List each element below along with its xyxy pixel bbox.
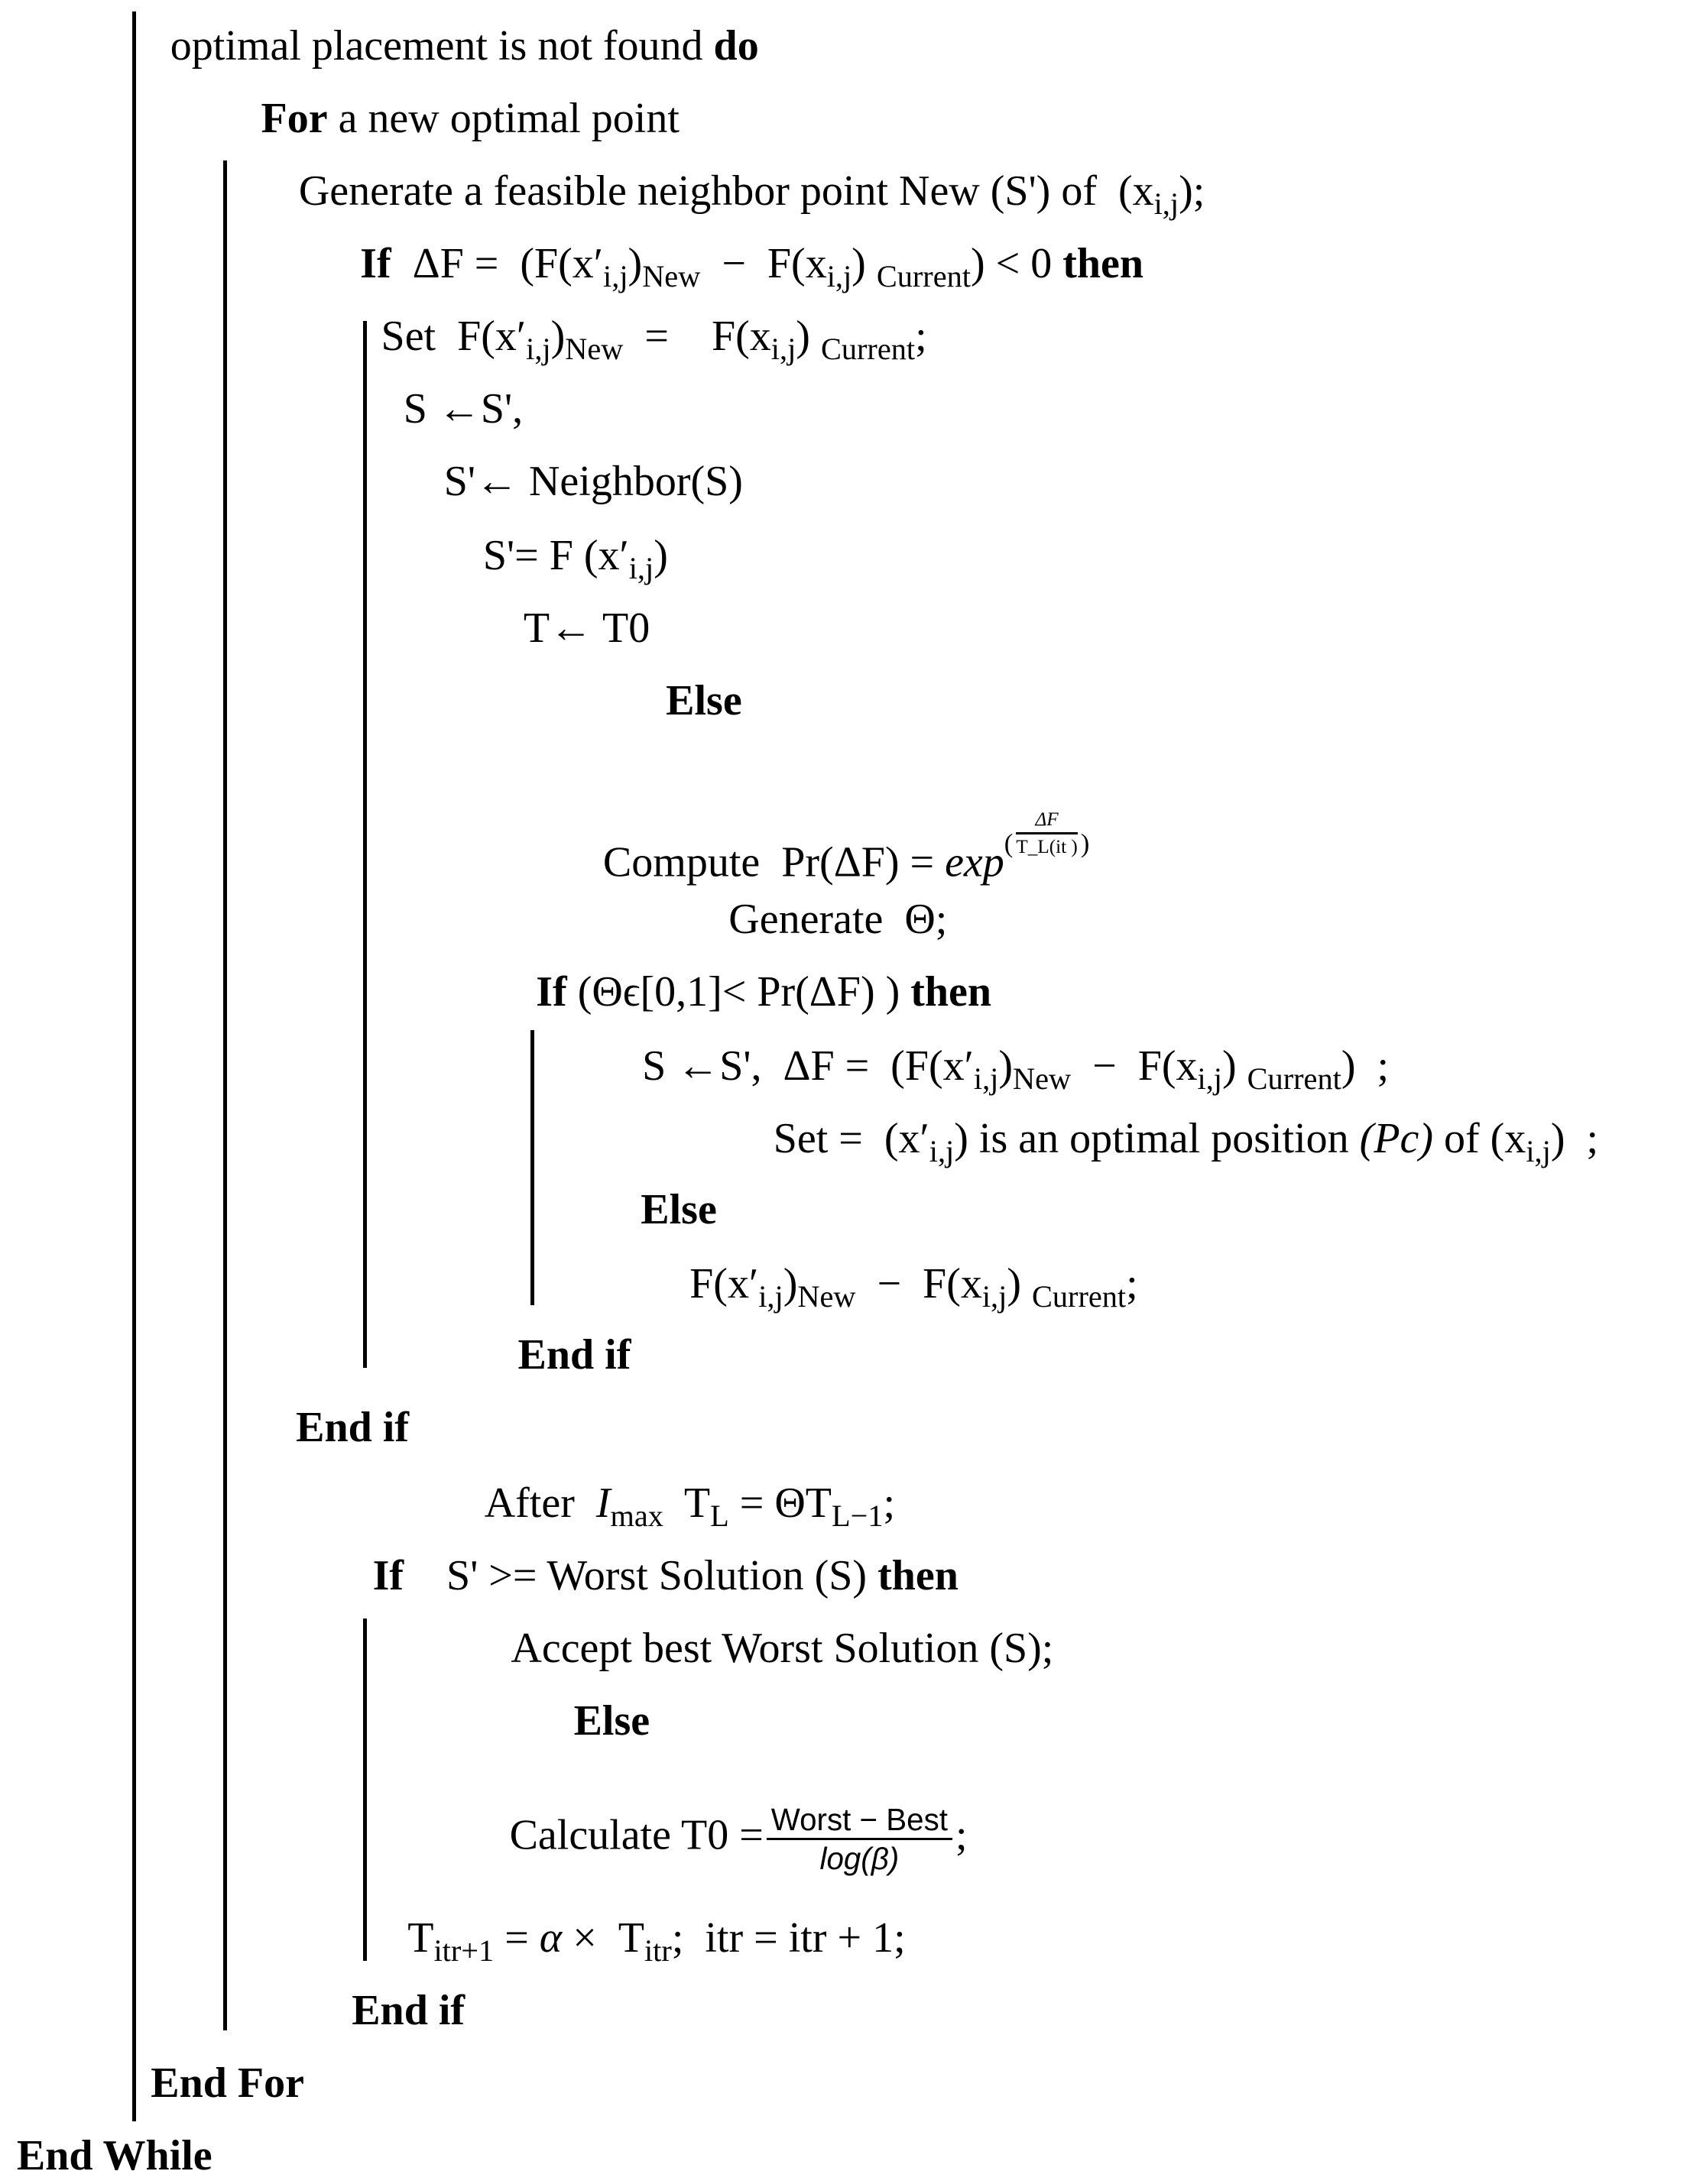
text: = ΘT [728, 1479, 832, 1527]
math-italic: (Pc) [1359, 1115, 1434, 1163]
keyword: End if [296, 1404, 410, 1452]
keyword: End While [16, 2132, 212, 2180]
keyword: then [910, 968, 992, 1016]
pseudocode-line [484, 1479, 896, 1533]
pseudocode-line [536, 968, 992, 1016]
keyword: Else [666, 676, 742, 724]
text: F(x′ [689, 1259, 759, 1307]
text: T [663, 1479, 711, 1527]
text: a new optimal point [327, 95, 680, 143]
fraction-numerator: Worst − Best [767, 1804, 952, 1840]
text: ) [550, 312, 566, 360]
block-scope-bar [363, 321, 367, 1368]
subscript: New [1013, 1061, 1072, 1097]
pseudocode-line [352, 1987, 465, 2035]
pseudocode-line [511, 1624, 1054, 1672]
subscript: i,j [826, 259, 852, 294]
keyword: If [360, 239, 391, 287]
text: ) [852, 239, 877, 287]
fraction-denominator: T_L(it ) [1016, 837, 1078, 858]
subscript: itr [644, 1933, 672, 1969]
text: ) [1222, 1042, 1247, 1090]
keyword: End For [151, 2059, 304, 2108]
pseudocode-line [360, 239, 1144, 294]
subscript: max [610, 1498, 663, 1533]
text: = [494, 1914, 540, 1962]
superscript: ) [1080, 828, 1090, 859]
text: ) [654, 531, 668, 579]
text: Calculate T0 = [509, 1811, 764, 1859]
pseudocode-line [666, 676, 742, 724]
subscript: i,j [973, 1061, 999, 1097]
subscript: i,j [1197, 1061, 1222, 1097]
math-italic: α [539, 1914, 563, 1962]
text: ); [1179, 167, 1205, 215]
keyword: then [877, 1551, 959, 1599]
pseudocode-line [403, 384, 524, 433]
pseudocode-line [381, 312, 927, 367]
text: ) ; [1341, 1042, 1390, 1090]
text: of (x [1433, 1115, 1526, 1163]
pseudocode-line [509, 1801, 968, 1876]
text: Accept best Worst Solution (S); [511, 1624, 1054, 1672]
keyword: do [713, 22, 759, 70]
subscript: Current [876, 259, 971, 294]
text: Generate a feasible neighbor point New (S') of (x [298, 167, 1154, 215]
pseudocode-line [641, 1186, 717, 1234]
text: = F(x [623, 312, 771, 360]
pseudocode-line [642, 1042, 1390, 1097]
text: Compute Pr(ΔF) = [602, 838, 946, 886]
text: S'← Neighbor(S) [443, 457, 743, 505]
keyword: If [372, 1551, 404, 1599]
text: T← T0 [523, 604, 650, 652]
pseudocode-line [407, 1914, 906, 1969]
subscript: i,j [758, 1279, 783, 1314]
subscript: i,j [628, 550, 654, 585]
text: ΔF = (F(x′ [391, 239, 604, 287]
superscript: ( [1004, 828, 1014, 859]
text: ; [955, 1811, 968, 1859]
pseudocode-line [261, 95, 680, 143]
text: ) [1007, 1259, 1032, 1307]
text: After [484, 1479, 596, 1527]
subscript: i,j [603, 259, 628, 294]
keyword: For [261, 95, 328, 143]
pseudocode-line [372, 1551, 959, 1599]
subscript: i,j [526, 332, 551, 367]
text: ) ; [1550, 1115, 1599, 1163]
subscript: L [710, 1498, 729, 1533]
text: ) [998, 1042, 1014, 1090]
subscript: i,j [981, 1279, 1007, 1314]
keyword: End if [517, 1331, 631, 1379]
pseudocode-line [728, 896, 948, 944]
pseudocode-line [298, 167, 1205, 222]
text: ; itr = itr + 1; [671, 1914, 906, 1962]
keyword: Else [573, 1696, 650, 1745]
fraction [767, 1801, 952, 1876]
text: S'= F (x′ [482, 531, 629, 579]
text: − F(x [855, 1259, 982, 1307]
block-scope-bar [223, 160, 227, 2030]
text: optimal placement is not found [170, 22, 714, 70]
subscript: itr+1 [433, 1933, 495, 1969]
subscript: Current [820, 332, 916, 367]
text: S ←S', ΔF = (F(x′ [642, 1042, 974, 1090]
text: S' >= Worst Solution (S) [404, 1551, 878, 1599]
pseudocode-line [517, 1331, 631, 1379]
text: ) is an optimal position [954, 1115, 1360, 1163]
text: − F(x [700, 239, 827, 287]
text: × T [562, 1914, 644, 1962]
subscript: i,j [770, 332, 796, 367]
subscript: Current [1031, 1279, 1127, 1314]
block-scope-bar [132, 11, 136, 2121]
text: Set = (x′ [773, 1115, 929, 1163]
text: T [407, 1914, 434, 1962]
pseudocode-line [170, 22, 759, 70]
subscript: i,j [1153, 186, 1179, 222]
text: (Θϵ[0,1]< Pr(ΔF) ) [566, 968, 911, 1016]
pseudocode-line [151, 2059, 304, 2108]
pseudocode-line [16, 2132, 212, 2180]
text: ; [915, 312, 927, 360]
subscript: New [797, 1279, 856, 1314]
subscript: Current [1247, 1061, 1341, 1097]
subscript: i,j [929, 1134, 955, 1169]
text: ) [796, 312, 821, 360]
text: ) [628, 239, 643, 287]
pseudocode-line [482, 531, 668, 585]
fraction [1016, 810, 1077, 857]
keyword: If [536, 968, 567, 1016]
text: ; [883, 1479, 896, 1527]
keyword: then [1062, 239, 1144, 287]
text: S ←S', [403, 384, 524, 433]
subscript: L−1 [831, 1498, 884, 1533]
math-italic: exp [945, 838, 1004, 886]
text: ) [783, 1259, 798, 1307]
pseudocode-line [689, 1259, 1138, 1314]
subscript: i,j [1526, 1134, 1551, 1169]
pseudocode-line [443, 457, 743, 505]
subscript: New [565, 332, 624, 367]
keyword: End if [352, 1987, 465, 2035]
pseudocode-line [573, 1696, 650, 1745]
text: Generate Θ; [728, 896, 948, 944]
pseudocode-line [523, 604, 650, 652]
fraction-denominator: log(β) [819, 1840, 900, 1876]
text: − F(x [1071, 1042, 1198, 1090]
keyword: Else [641, 1186, 717, 1234]
pseudocode-line [602, 809, 1090, 886]
text: ) < 0 [970, 239, 1063, 287]
pseudocode-line [774, 1117, 1598, 1167]
text: Set F(x′ [381, 312, 527, 360]
fraction-numerator: ΔF [1016, 810, 1077, 834]
text: ; [1126, 1259, 1138, 1307]
block-scope-bar [530, 1030, 534, 1305]
subscript: New [642, 259, 701, 294]
math-italic: I [595, 1479, 611, 1527]
block-scope-bar [363, 1619, 367, 1960]
pseudocode-line [296, 1404, 410, 1452]
